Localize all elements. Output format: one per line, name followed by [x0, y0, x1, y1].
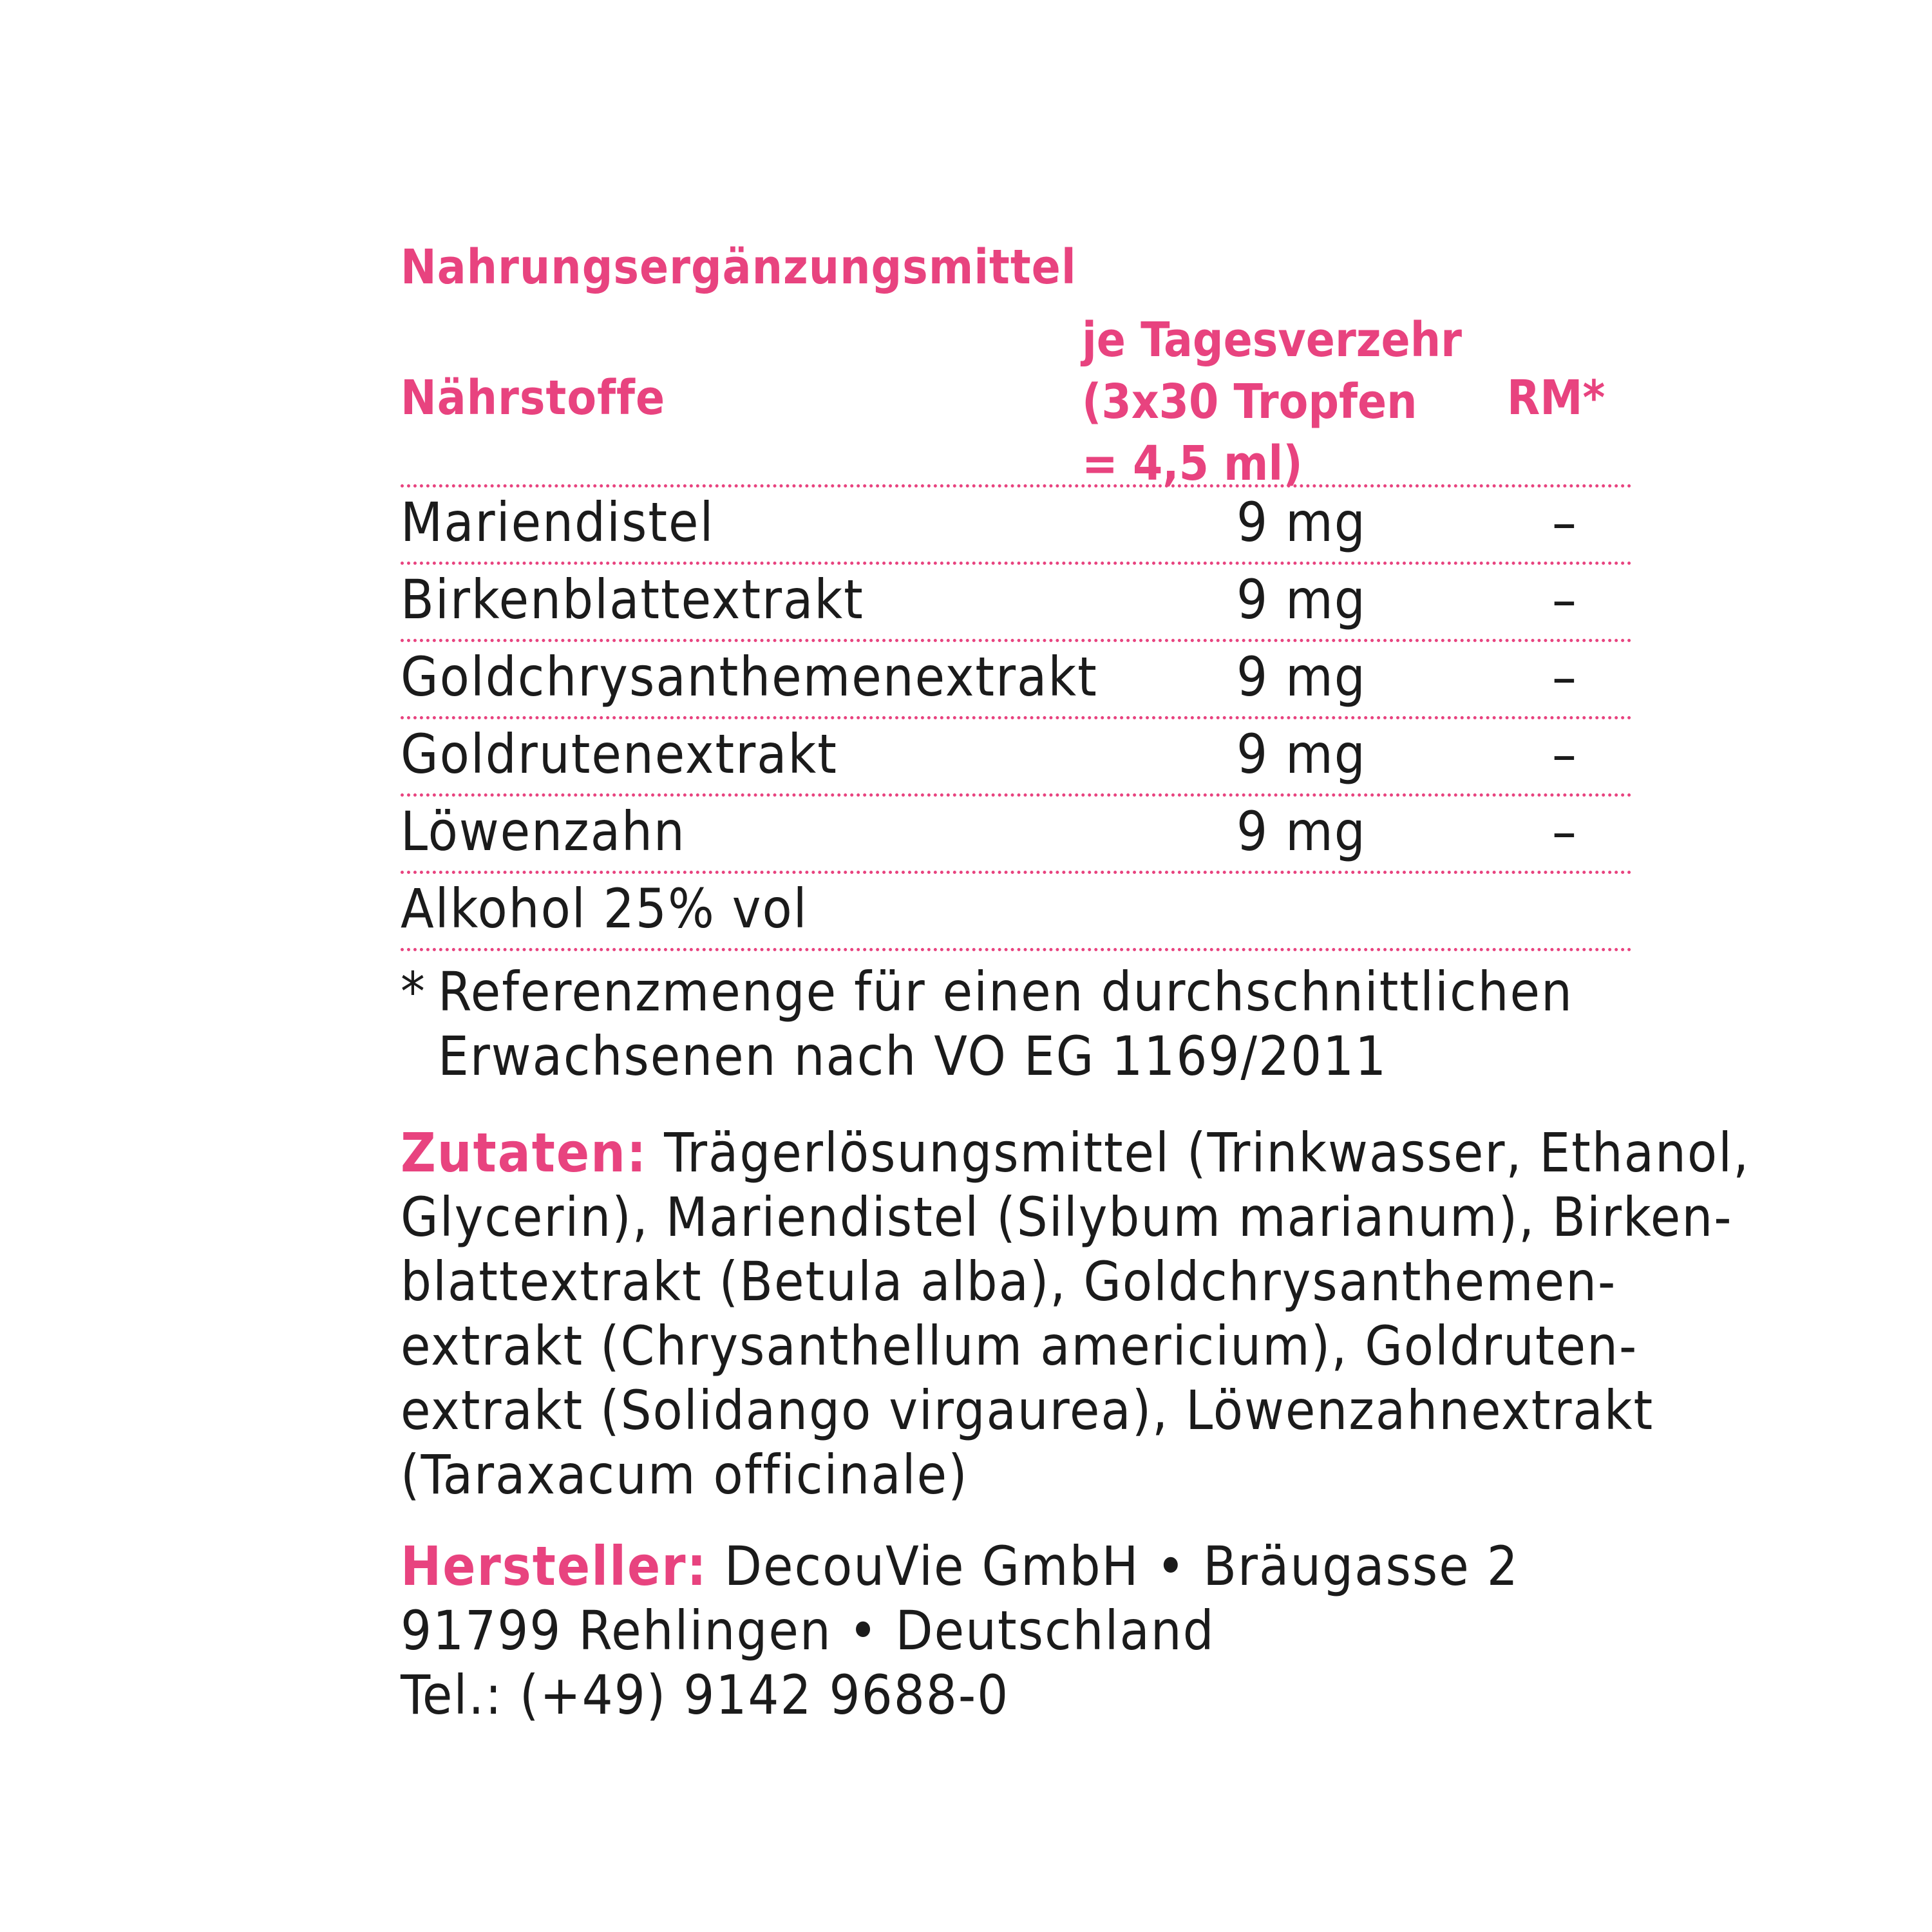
- row-reference-amount: –: [1552, 568, 1577, 631]
- table-divider: [401, 562, 1632, 565]
- column-header-daily-amount: [1082, 309, 1462, 495]
- manufacturer-label: Hersteller:: [401, 1535, 708, 1598]
- ingredients-line: Glycerin), Mariendistel (Silybum marianum), Birken-: [401, 1186, 1733, 1249]
- ingredients-text: Trägerlösungsmittel (Trinkwasser, Ethanol,: [647, 1121, 1750, 1184]
- row-alcohol: Alkohol 25% vol: [401, 877, 808, 940]
- manufacturer-phone: Tel.: (+49) 9142 9688-0: [401, 1663, 1010, 1727]
- table-divider: [401, 871, 1632, 874]
- manufacturer-paragraph: [401, 1534, 1740, 1727]
- footnote-line-1: Referenzmenge für einen durchschnittlichen: [438, 960, 1573, 1023]
- manufacturer-line: [401, 1534, 1740, 1598]
- row-amount: 9 mg: [1236, 645, 1367, 708]
- table-divider: [401, 716, 1632, 719]
- footnote-line-2: Erwachsenen nach VO EG 1169/2011: [438, 1025, 1388, 1088]
- footnote: [401, 960, 1573, 1088]
- column-header-daily-amount-line-1: je Tagesverzehr: [1082, 312, 1462, 368]
- row-nutrient-name: Löwenzahn: [401, 800, 686, 863]
- table-divider: [401, 484, 1632, 488]
- row-reference-amount: –: [1552, 645, 1577, 708]
- row-nutrient-name: Goldrutenextrakt: [401, 723, 838, 786]
- ingredients-label: Zutaten:: [401, 1121, 648, 1184]
- row-reference-amount: –: [1552, 491, 1577, 554]
- column-header-reference-amount: RM*: [1507, 370, 1605, 426]
- ingredients-line: (Taraxacum officinale): [401, 1443, 969, 1506]
- row-amount: 9 mg: [1236, 800, 1367, 863]
- column-header-daily-amount-line-2: (3x30 Tropfen: [1082, 374, 1417, 430]
- ingredients-line: extrakt (Solidango virgaurea), Löwenzahnextrakt: [401, 1379, 1654, 1442]
- row-nutrient-name: Birkenblattextrakt: [401, 568, 864, 631]
- ingredients-line: [401, 1121, 1750, 1185]
- footnote-star: *: [401, 960, 426, 1023]
- row-amount: 9 mg: [1236, 568, 1367, 631]
- column-header-nutrients: Nährstoffe: [401, 370, 666, 426]
- manufacturer-text: DecouVie GmbH • Bräugasse 2: [707, 1535, 1519, 1598]
- row-reference-amount: –: [1552, 723, 1577, 786]
- manufacturer-line: 91799 Rehlingen • Deutschland: [401, 1599, 1215, 1662]
- row-amount: 9 mg: [1236, 723, 1367, 786]
- table-divider: [401, 639, 1632, 642]
- ingredients-paragraph: [401, 1121, 1750, 1507]
- product-title: Nahrungsergänzungsmittel: [401, 240, 1077, 295]
- ingredients-line: blattextrakt (Betula alba), Goldchrysanthemen-: [401, 1250, 1617, 1313]
- row-amount: 9 mg: [1236, 491, 1367, 554]
- table-divider: [401, 948, 1632, 951]
- row-nutrient-name: Goldchrysanthemenextrakt: [401, 645, 1098, 708]
- row-nutrient-name: Mariendistel: [401, 491, 715, 554]
- column-header-daily-amount-line-3: = 4,5 ml): [1082, 436, 1303, 491]
- ingredients-line: extrakt (Chrysanthellum americium), Goldruten-: [401, 1314, 1638, 1378]
- row-reference-amount: –: [1552, 800, 1577, 863]
- table-divider: [401, 793, 1632, 797]
